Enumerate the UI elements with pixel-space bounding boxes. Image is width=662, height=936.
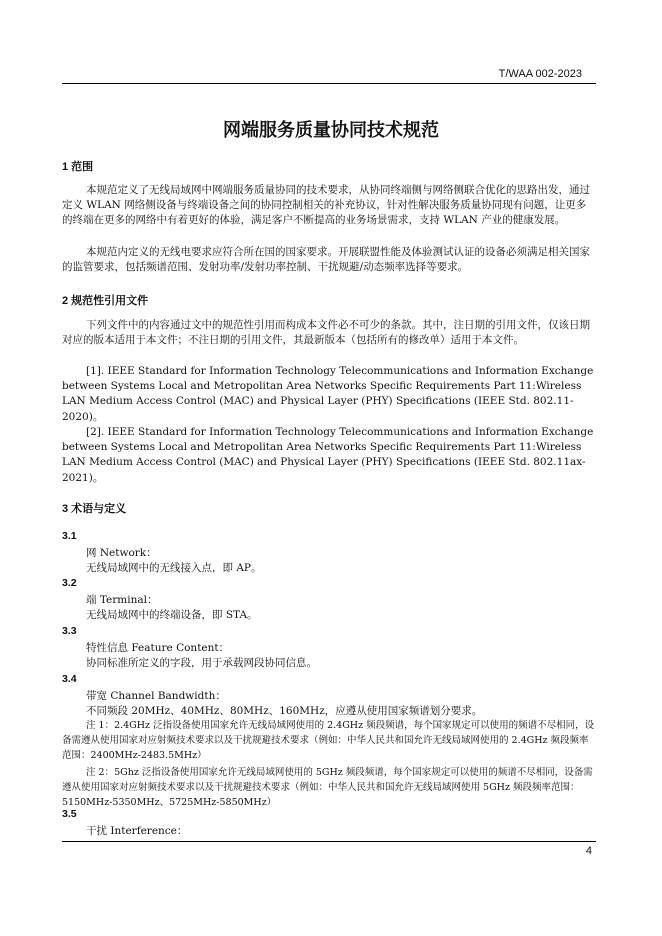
section-heading-terms: 3 术语与定义 <box>62 503 127 515</box>
term-number: 3.5 <box>62 808 77 820</box>
page-number: 4 <box>585 845 592 857</box>
term-title: 特性信息 Feature Content： <box>86 642 230 654</box>
term-definition: 不同频段 20MHz、40MHz、80MHz、160MHz，应遵从使用国家频谱划分要求。 <box>86 705 483 717</box>
term-number: 3.2 <box>62 577 77 589</box>
term-definition: 协同标准所定义的字段，用于承载网段协同信息。 <box>86 657 317 669</box>
reference-item-1: [1]. IEEE Standard for Information Technology Telecommunications and Information Exchange between Systems Local and Metropolitan Area Networks Specific Requirements Part 11:Wireless LAN Medium Access Control (MAC) and Physical Layer (PHY) Specifications (IEEE Std. 802.11-2020)。 <box>62 365 594 423</box>
footer-rule <box>62 841 596 842</box>
term-definition: 无线局域网中的终端设备，即 STA。 <box>86 609 258 621</box>
term-number: 3.3 <box>62 625 77 637</box>
scope-paragraph-1: 本规范定义了无线局域网中网端服务质量协同的技术要求，从协同终端侧与网络侧联合优化的思路出发，通过定义 WLAN 网络侧设备与终端设备之间的协同控制相关的补充协议，针对性解决服务质量协同现有问题，让更多的终端在更多的网络中有着更好的体验，满足客户不断提高的业务场景需求，支持 WLAN 产业的健康发展。 <box>62 184 590 227</box>
reference-item-2: [2]. IEEE Standard for Information Technology Telecommunications and Information Exchange between Systems Local and Metropolitan Area Networks Specific Requirements Part 11:Wireless LAN Medium Access Control (MAC) and Physical Layer (PHY) Specifications (IEEE Std. 802.11ax-2021)。 <box>62 426 594 484</box>
document-code: T/WAA 002-2023 <box>498 68 582 80</box>
term-definition: 无线局域网中的无线接入点，即 AP。 <box>86 562 262 574</box>
term-title: 端 Terminal： <box>86 594 158 606</box>
note-2: 注 2：5Ghz 泛指设备使用国家允许无线局域网使用的 5GHz 频段频谱，每个国家规定可以使用的频谱不尽相同，设备需遵从使用国家对应射频技术要求以及干扰规避技术要求（例如：中华人民共和国允许无线局域网使用 5GHz 频段频率范围：5150MHz-5350MHz、5725MHz-5850MHz） <box>62 767 593 808</box>
references-paragraph: 下列文件中的内容通过文中的规范性引用而构成本文件必不可少的条款。其中，注日期的引用文件，仅该日期对应的版本适用于本文件；不注日期的引用文件，其最新版本（包括所有的修改单）适用于本文件。 <box>62 319 590 347</box>
header-rule <box>62 83 596 84</box>
term-title: 网 Network： <box>86 547 157 559</box>
section-heading-scope: 1 范围 <box>62 161 94 173</box>
term-title: 干扰 Interference： <box>86 825 188 837</box>
note-1: 注 1：2.4GHz 泛指设备使用国家允许无线局域网使用的 2.4GHz 频段频谱，每个国家规定可以使用的频谱不尽相同，设备需遵从使用国家对应射频技术要求以及干扰规避技术要求（例如：中华人民共和国允许无线局域网使用的 2.4GHz 频段频率范围：2400MHz-2483.5MHz） <box>62 720 595 761</box>
scope-paragraph-2: 本规范内定义的无线电要求应符合所在国的国家要求。开展联盟性能及体验测试认证的设备必须满足相关国家的监管要求，包括频谱范围、发射功率/发射功率控制、干扰规避/动态频率选择等要求。 <box>62 246 590 274</box>
document-title: 网端服务质量协同技术规范 <box>223 120 439 140</box>
term-title: 带宽 Channel Bandwidth： <box>86 690 226 702</box>
term-number: 3.1 <box>62 530 77 542</box>
term-number: 3.4 <box>62 673 77 685</box>
section-heading-references: 2 规范性引用文件 <box>62 295 149 307</box>
